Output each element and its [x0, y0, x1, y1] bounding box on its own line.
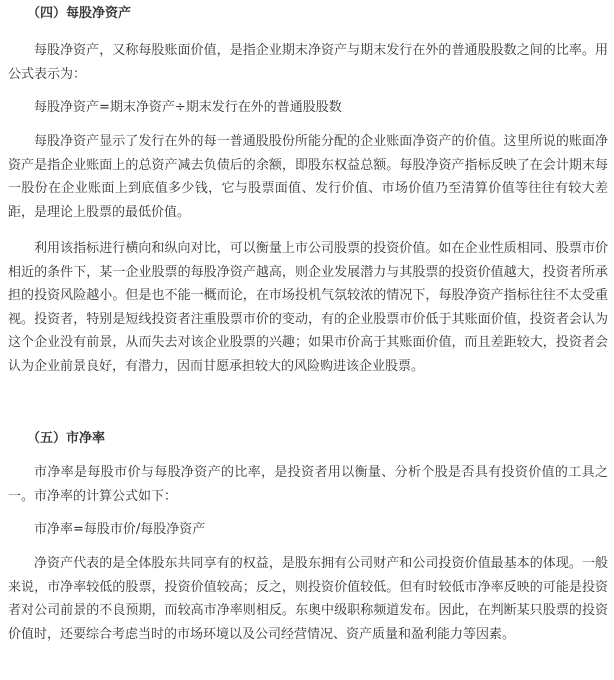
paragraph-definition: 每股净资产，又称每股账面价值，是指企业期末净资产与期末发行在外的普通股股数之间的比率。用公式表示为：: [8, 43, 608, 82]
section-heading-net-assets-per-share: （四）每股净资产: [27, 6, 132, 21]
paragraph-pb-meaning: 净资产代表的是全体股东共同享有的权益，是股东拥有公司财产和公司投资价值最基本的体现。一般来说，市净率较低的股票，投资价值较高；反之，则投资价值较低。但有时较低市净率反映的可能是投资者对公司前景的不良预期，而较高市净率则相反。东奥中级职称频道发布。因此，在判断某只股票的投资价值时，还要综合考虑当时的市场环境以及公司经营情况、资产质量和盈利能力等因素。: [8, 556, 608, 642]
paragraph-pb-definition: 市净率是每股市价与每股净资产的比率，是投资者用以衡量、分析个股是否具有投资价值的工具之一。市净率的计算公式如下：: [8, 465, 608, 504]
formula-net-assets-per-share: 每股净资产=期末净资产÷期末发行在外的普通股股数: [34, 100, 342, 115]
formula-price-to-book: 市净率=每股市价/每股净资产: [34, 522, 206, 537]
section-heading-price-to-book: （五）市净率: [27, 431, 106, 446]
paragraph-meaning: 每股净资产显示了发行在外的每一普通股股份所能分配的企业账面净资产的价值。这里所说的账面净资产是指企业账面上的总资产减去负债后的余额，即股东权益总额。每股净资产指标反映了在会计期末每一股份在企业账面上到底值多少钱，它与股票面值、发行价值、市场价值乃至清算价值等往往有较大差距，是理论上股票的最低价值。: [8, 134, 608, 220]
paragraph-comparison: 利用该指标进行横向和纵向对比，可以衡量上市公司股票的投资价值。如在企业性质相同、股票市价相近的条件下，某一企业股票的每股净资产越高，则企业发展潜力与其股票的投资价值越大，投资者所承担的投资风险越小。但是也不能一概而论，在市场投机气氛较浓的情况下，每股净资产指标往往不太受重视。投资者，特别是短线投资者注重股票市价的变动，有的企业股票市价低于其账面价值，投资者会认为这个企业没有前景，从而失去对该企业股票的兴趣；如果市价高于其账面价值，而且差距较大，投资者会认为企业前景良好，有潜力，因而甘愿承担较大的风险购进该企业股票。: [8, 241, 608, 374]
